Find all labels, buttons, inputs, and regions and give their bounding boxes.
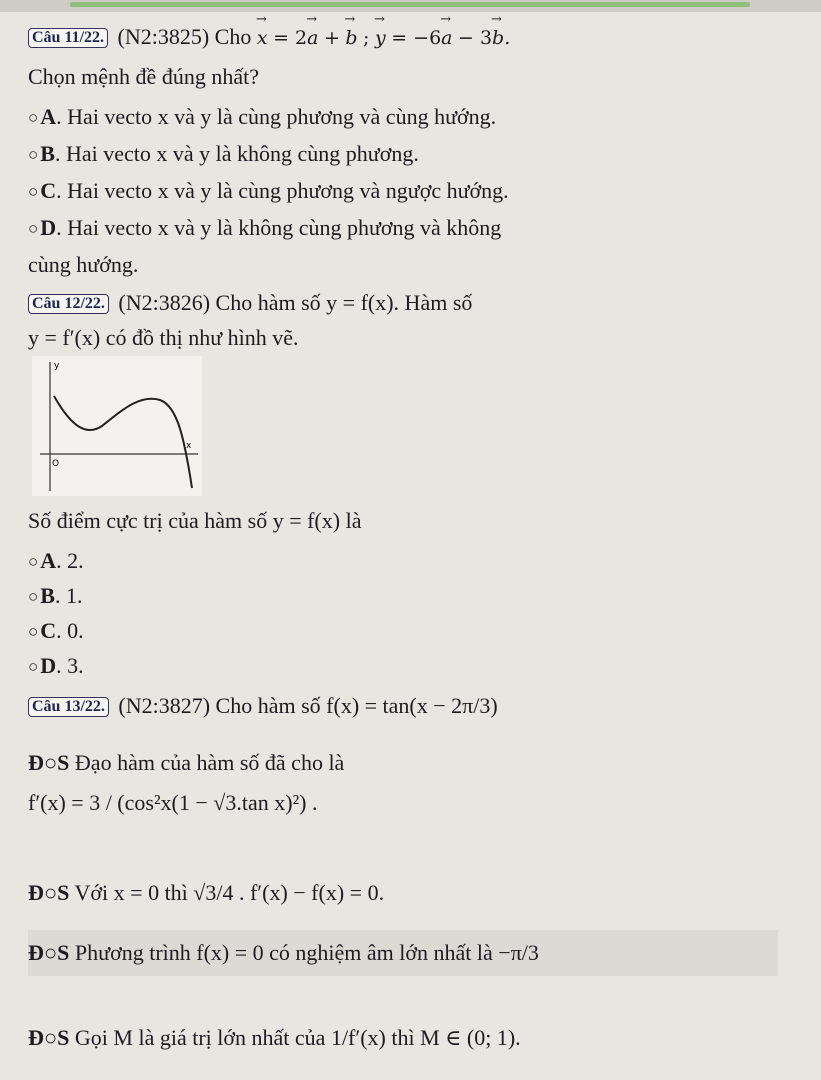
q13-s2-text: Với x = 0 thì √3/4 . f′(x) − f(x) = 0. <box>74 880 385 905</box>
top-strip <box>0 0 821 12</box>
derivative-graph <box>32 356 202 496</box>
q11-option-d[interactable]: ○D. Hai vecto x và y là không cùng phương và không <box>28 215 502 240</box>
q11-tag: Câu 11/22. <box>28 28 108 48</box>
q12-option-a[interactable]: ○A. 2. <box>28 548 84 573</box>
q13-s4-marks[interactable]: Đ○S <box>28 1025 70 1050</box>
q11-option-a-text: . Hai vecto x và y là cùng phương và cùng hướng. <box>56 104 497 129</box>
q11-option-d-text: . Hai vecto x và y là không cùng phương và không <box>56 215 502 240</box>
q11-header: Câu 11/22. (N2:3825) Cho → x = 2→ a + → b ; → y = −6→ a − 3→ b. <box>28 24 510 50</box>
q11-header-text: (N2:3825) Cho <box>117 24 252 49</box>
q12-option-b[interactable]: ○B. 1. <box>28 583 83 608</box>
q12-header2: y = f′(x) có đồ thị như hình vẽ. <box>28 325 299 350</box>
q12-option-c-text: . 0. <box>56 618 84 643</box>
q11-option-b-text: . Hai vecto x và y là không cùng phương. <box>54 141 419 166</box>
q13-s3-text: Phương trình f(x) = 0 có nghiệm âm lớn nhất là −π/3 <box>74 940 539 965</box>
derivative-curve <box>54 396 192 488</box>
q12-header-text: (N2:3826) Cho hàm số y = f(x). Hàm số <box>118 290 473 315</box>
q12-option-a-text: . 2. <box>56 548 84 573</box>
q13-statement-4[interactable] <box>28 1025 521 1051</box>
q13-header-text: (N2:3827) Cho hàm số f(x) = tan(x − 2π/3) <box>118 693 498 718</box>
q12-option-b-text: . 1. <box>54 583 83 608</box>
q13-s4-text: Gọi M là giá trị lớn nhất của 1/f′(x) thì M ∈ (0; 1). <box>74 1025 521 1050</box>
q13-statement-3[interactable] <box>28 940 539 966</box>
q11-option-d-cont: cùng hướng. <box>28 252 139 277</box>
q12-option-c[interactable]: ○C. 0. <box>28 618 84 643</box>
q13-statement-2[interactable] <box>28 880 384 906</box>
q12-header <box>28 290 472 316</box>
q13-header <box>28 693 498 719</box>
q12-option-d-text: . 3. <box>56 653 84 678</box>
q12-prompt: Số điểm cực trị của hàm số y = f(x) là <box>28 508 362 533</box>
q12-option-d[interactable]: ○D. 3. <box>28 653 84 678</box>
q11-option-c-text: . Hai vecto x và y là cùng phương và ngược hướng. <box>56 178 509 203</box>
q13-tag: Câu 13/22. <box>28 697 109 717</box>
q13-s2-marks[interactable]: Đ○S <box>28 880 70 905</box>
graph-y-label: y <box>54 361 60 371</box>
graph-x-label: x <box>186 441 192 451</box>
q13-s1-marks[interactable]: Đ○S <box>28 750 70 775</box>
q12-tag: Câu 12/22. <box>28 294 109 314</box>
q13-statement-1[interactable] <box>28 750 344 776</box>
q13-s1-text: Đạo hàm của hàm số đã cho là <box>74 750 345 775</box>
graph-origin-label: O <box>52 459 60 469</box>
q11-prompt: Chọn mệnh đề đúng nhất? <box>28 64 259 89</box>
progress-strip <box>70 2 750 7</box>
q13-derivative: f′(x) = 3 / (cos²x(1 − √3.tan x)²) . <box>28 790 318 815</box>
q11-option-b[interactable]: ○B. Hai vecto x và y là không cùng phương. <box>28 141 419 166</box>
q11-option-a[interactable]: ○A. Hai vecto x và y là cùng phương và cùng hướng. <box>28 104 497 129</box>
q13-s3-marks[interactable]: Đ○S <box>28 940 70 965</box>
q11-option-c[interactable]: ○C. Hai vecto x và y là cùng phương và ngược hướng. <box>28 178 509 203</box>
